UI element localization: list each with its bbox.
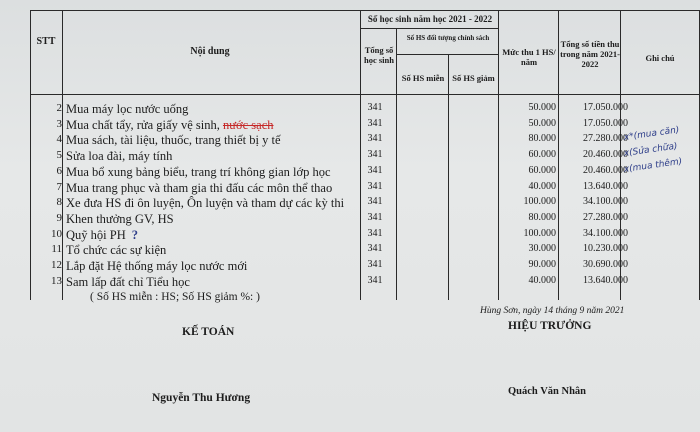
row-content — [66, 102, 356, 117]
row-stt: 5 — [56, 149, 62, 162]
row-fee: 50.000 — [528, 117, 556, 129]
row-amount: 10.230.000 — [583, 243, 628, 255]
row-stt: 7 — [56, 180, 62, 193]
row-content — [66, 133, 356, 148]
row-fee: 80.000 — [528, 133, 556, 145]
fee-table — [30, 10, 700, 303]
row-stt: 8 — [56, 196, 62, 209]
row-fee: 100.000 — [523, 227, 556, 239]
row-total-students: 341 — [367, 180, 383, 192]
table-row — [30, 243, 700, 259]
table-row — [30, 228, 700, 244]
row-content-text: Mua trang phục và tham gia thi đấu các môn thể thao — [66, 180, 333, 195]
row-total-students: 341 — [367, 227, 383, 239]
table-row — [30, 196, 700, 212]
row-amount: 27.280.000 — [583, 133, 628, 145]
header-total-students: Tổng số học sinh — [364, 45, 394, 65]
row-amount: 13.640.000 — [583, 274, 628, 286]
principal-title: HIỆU TRƯỞNG — [508, 320, 592, 332]
row-amount: 13.640.000 — [583, 180, 628, 192]
row-total-students: 341 — [367, 102, 383, 113]
row-stt: 10 — [51, 227, 62, 240]
row-content-text: Sam lấp đất chỉ Tiểu học — [66, 274, 190, 289]
table-row — [30, 212, 700, 228]
table-row — [30, 141, 700, 165]
row-total-students: 341 — [367, 259, 383, 270]
row-amount: 34.100.000 — [583, 227, 628, 239]
row-amount: 20.460.000 — [583, 149, 628, 161]
place-date: Hùng Sơn, ngày 14 tháng 9 năm 2021 — [480, 306, 625, 316]
row-content — [66, 259, 356, 274]
row-stt: 9 — [56, 211, 62, 224]
row-total-students: 341 — [367, 164, 383, 176]
row-content-text: Khen thưởng GV, HS — [66, 211, 174, 226]
row-total-students: 341 — [367, 117, 383, 129]
row-content-text: Mua sách, tài liệu, thuốc, trang thiết bị y tế — [66, 133, 281, 148]
row-total-students: 341 — [367, 211, 383, 223]
table-row — [30, 118, 700, 134]
row-fee: 40.000 — [528, 180, 556, 192]
row-content-text: Mua bổ xung bảng biểu, trang trí không gian lớp học — [66, 164, 331, 179]
table-row — [30, 275, 700, 291]
summary-line: ( Số HS miễn : HS; Số HS giảm %: ) — [90, 291, 260, 303]
row-content-text: Mua chất tẩy, rửa giấy vệ sinh, — [66, 117, 223, 132]
header-policy-students: Số HS đối tượng chính sách — [406, 34, 490, 42]
row-note: x*(mua căn) — [623, 125, 681, 144]
row-content-text: Xe đưa HS đi ôn luyện, Ôn luyện và tham dự các kỳ thi — [66, 196, 345, 211]
row-content-text: Lắp đặt Hệ thống máy lọc nước mới — [66, 259, 248, 273]
handwritten-question-mark: ? — [131, 227, 138, 242]
policy-line — [396, 54, 498, 55]
row-amount: 20.460.000 — [583, 164, 628, 176]
row-amount: 17.050.000 — [583, 117, 628, 129]
table-border-top — [30, 10, 700, 11]
students-year-line — [360, 28, 498, 29]
row-total-students: 341 — [367, 243, 383, 255]
row-content — [66, 275, 356, 290]
header-total-amount: Tổng số tiền thu trong năm 2021- 2022 — [560, 39, 620, 69]
header-exempt: Số HS miễn — [401, 73, 445, 83]
header-bottom-line — [30, 94, 700, 95]
row-stt: 13 — [51, 274, 62, 287]
row-stt: 6 — [56, 164, 62, 177]
summary-row — [30, 291, 360, 307]
row-stt: 4 — [56, 133, 62, 146]
row-fee: 90.000 — [528, 259, 556, 270]
row-amount: 34.100.000 — [583, 196, 628, 208]
row-fee: 100.000 — [523, 196, 556, 208]
row-total-students: 341 — [367, 133, 383, 145]
struck-text: nước sạch — [222, 117, 274, 132]
table-row — [30, 181, 700, 197]
row-total-students: 341 — [367, 149, 383, 161]
table-row — [30, 259, 700, 275]
accountant-title: KẾ TOÁN — [182, 326, 235, 338]
row-stt: 11 — [51, 243, 62, 256]
table-row — [30, 125, 700, 149]
header-fee-level: Mức thu 1 HS/ năm — [502, 47, 556, 67]
row-content-text: Tổ chức các sự kiện — [66, 243, 167, 258]
row-stt: 12 — [51, 259, 62, 271]
table-row — [30, 102, 700, 118]
row-content — [66, 181, 356, 196]
row-content — [66, 165, 356, 180]
header-content: Nội dung — [190, 46, 230, 57]
row-fee: 30.000 — [528, 243, 556, 255]
row-total-students: 341 — [367, 196, 383, 208]
row-fee: 80.000 — [528, 211, 556, 223]
row-fee: 50.000 — [528, 102, 556, 113]
row-content-text: Sửa loa đài, máy tính — [66, 149, 173, 164]
accountant-name: Nguyễn Thu Hương — [152, 392, 251, 404]
row-content-text: Mua máy lọc nước uống — [66, 102, 189, 116]
row-note: x(Sửa chữa) — [623, 141, 679, 160]
row-content — [66, 149, 356, 164]
row-fee: 60.000 — [528, 164, 556, 176]
row-content — [66, 228, 356, 243]
header-notes: Ghi chú — [645, 53, 675, 63]
row-fee: 40.000 — [528, 274, 556, 286]
row-amount: 30.690.000 — [583, 259, 628, 270]
row-stt: 3 — [56, 117, 62, 130]
header-stt: STT — [36, 36, 56, 47]
header-students-year: Số học sinh năm học 2021 - 2022 — [367, 14, 493, 24]
row-amount: 17.050.000 — [583, 102, 628, 113]
row-content — [66, 196, 356, 211]
row-fee: 60.000 — [528, 149, 556, 161]
row-content — [66, 212, 356, 227]
row-content — [66, 243, 356, 258]
principal-name: Quách Văn Nhân — [508, 386, 587, 397]
row-content-text: Quỹ hội PH — [66, 227, 126, 242]
header-reduced: Số HS giảm — [452, 73, 495, 83]
row-content — [66, 118, 356, 133]
row-note: x(mua thêm) — [623, 156, 683, 175]
row-total-students: 341 — [367, 274, 383, 286]
row-amount: 27.280.000 — [583, 211, 628, 223]
row-stt: 2 — [56, 102, 62, 114]
